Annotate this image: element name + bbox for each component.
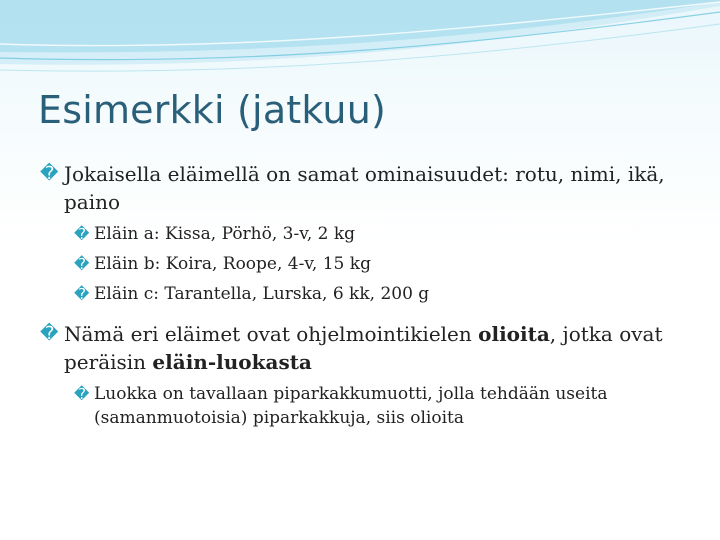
sub-bullet-item: [22, 222, 702, 246]
slide-title: Esimerkki (jatkuu): [38, 88, 387, 132]
bullet-icon: �: [40, 323, 59, 344]
bullet-icon: �: [40, 163, 59, 184]
bullet-icon: �: [74, 285, 90, 303]
bullet-text: Eläin c: Tarantella, Lurska, 6 kk, 200 g: [94, 284, 430, 304]
header-wave-decoration: [0, 0, 720, 90]
bullet-item: [22, 160, 702, 216]
bullet-list: [22, 160, 702, 436]
sub-bullet-item: [22, 252, 702, 276]
bullet-text: Jokaisella eläimellä on samat ominaisuudet: rotu, nimi, ikä, paino: [64, 162, 665, 214]
bullet-icon: �: [74, 385, 90, 403]
bullet-text-part: Nämä eri eläimet ovat ohjelmointikielen: [64, 322, 479, 346]
bullet-icon: �: [74, 255, 90, 273]
bullet-icon: �: [74, 225, 90, 243]
bold-term: eläin-luokasta: [152, 350, 312, 374]
bullet-text: Eläin b: Koira, Roope, 4-v, 15 kg: [94, 254, 371, 274]
sub-bullet-item: [22, 382, 702, 430]
bold-term: olioita: [478, 322, 550, 346]
bullet-item: [22, 320, 702, 376]
bullet-text: Luokka on tavallaan piparkakkumuotti, jolla tehdään useita (samanmuotoisia) piparkakkuja, siis olioita: [94, 384, 608, 428]
sub-bullet-item: [22, 282, 702, 306]
bullet-text: Eläin a: Kissa, Pörhö, 3-v, 2 kg: [94, 224, 356, 244]
bullet-text-part: , jotka ovat peräisin: [64, 322, 663, 374]
